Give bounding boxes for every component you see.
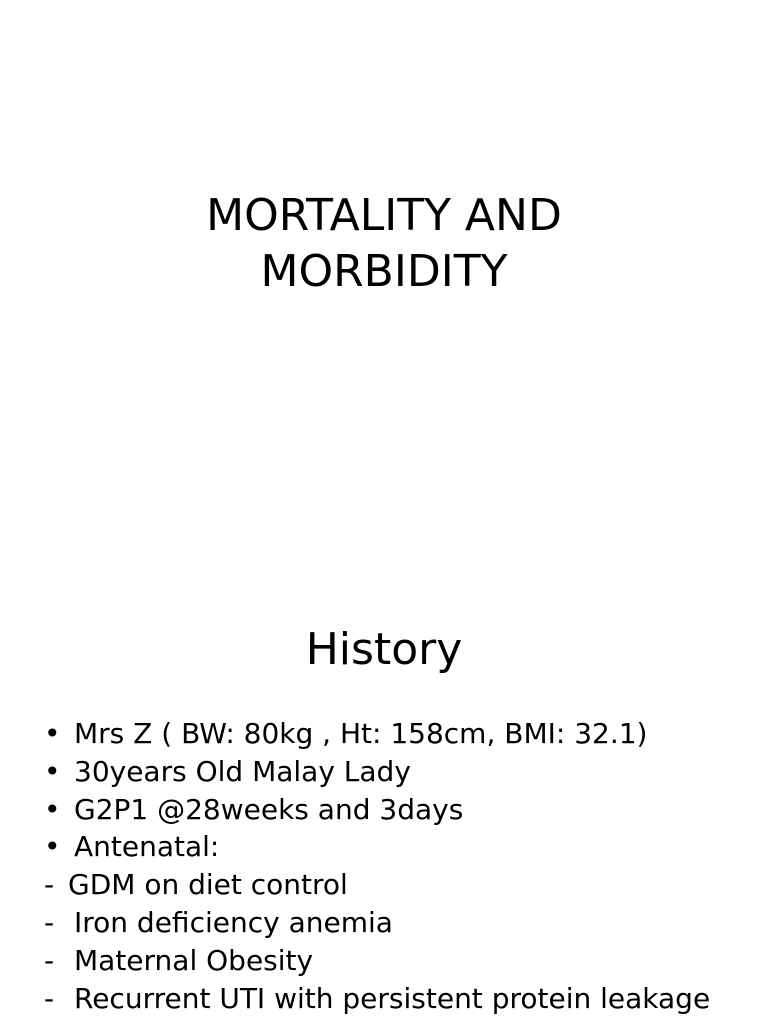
list-item [44, 791, 744, 829]
list-item-text: Antenatal: [74, 830, 220, 864]
list-item [44, 980, 744, 1018]
list-item [44, 715, 744, 753]
list-item [44, 904, 744, 942]
list-item [44, 753, 744, 791]
list-item-text: 30years Old Malay Lady [74, 754, 411, 788]
list-item-text: Recurrent UTI with persistent protein leakage [74, 981, 711, 1015]
list-item [44, 866, 744, 904]
bullet-marker: • [44, 830, 61, 864]
list-item [44, 942, 744, 980]
list-item-text: G2P1 @28weeks and 3days [74, 792, 464, 826]
slide-title-line-1: MORTALITY AND [206, 190, 562, 241]
history-title: History [305, 624, 463, 675]
slide-title [0, 188, 768, 300]
bullet-marker: • [44, 754, 61, 788]
list-item [44, 828, 744, 866]
dash-marker: - [44, 905, 55, 939]
list-item-text: Maternal Obesity [74, 943, 314, 977]
list-item-text: Mrs Z ( BW: 80kg , Ht: 158cm, BMI: 32.1) [74, 717, 648, 750]
dash-marker: - [44, 981, 55, 1015]
history-list [44, 715, 744, 1017]
list-item-text: GDM on diet control [68, 868, 348, 902]
history-slide [0, 576, 768, 1024]
dash-marker: - [44, 943, 55, 977]
bullet-marker: • [44, 717, 61, 750]
slide-title-line-2: MORBIDITY [260, 246, 508, 297]
list-item-text: Iron deficiency anemia [74, 905, 393, 939]
bullet-marker: • [44, 792, 61, 826]
dash-marker: - [44, 868, 55, 902]
